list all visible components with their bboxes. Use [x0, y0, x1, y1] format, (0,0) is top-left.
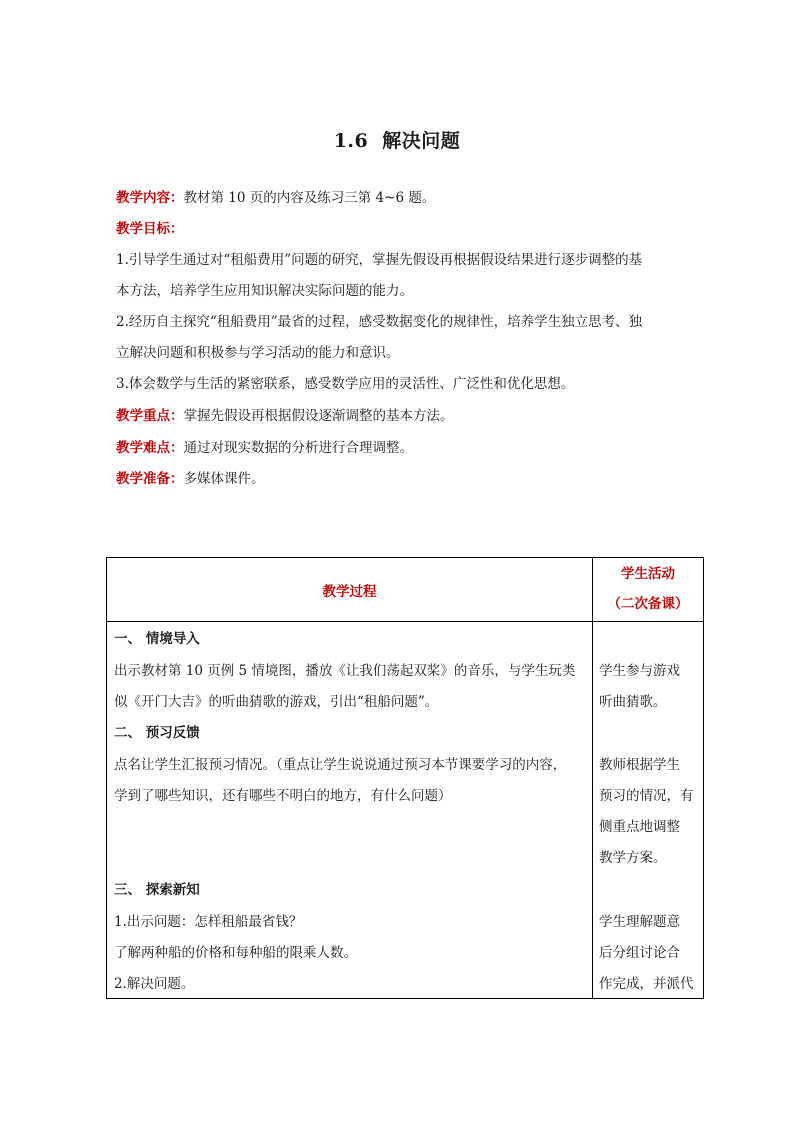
- process-line: 2.解决问题。: [114, 976, 195, 992]
- process-main-cell: [107, 622, 593, 999]
- header-student-activity: [593, 558, 704, 622]
- teaching-content: [116, 188, 435, 208]
- process-line: 了解两种船的价格和每种船的限乘人数。: [114, 945, 357, 961]
- activity-line: 侧重点地调整: [599, 819, 680, 835]
- activity-line: 教学方案。: [599, 850, 667, 866]
- key-point-label: 教学重点：: [116, 408, 184, 424]
- process-line: 出示教材第 10 页例 5 情境图，播放《让我们荡起双桨》的音乐，与学生玩类: [114, 663, 576, 679]
- section-heading: 一、 情境导入: [114, 631, 200, 647]
- objective-line: 本方法，培养学生应用知识解决实际问题的能力。: [116, 283, 413, 299]
- teaching-objectives-label-line: [116, 219, 184, 239]
- process-line: 似《开门大吉》的听曲猜歌的游戏，引出“租船问题”。: [114, 694, 439, 710]
- header-side-line-2: （二次备课）: [607, 596, 689, 612]
- process-line: 点名让学生汇报预习情况。（重点让学生说说通过预习本节课要学习的内容，: [114, 757, 567, 773]
- activity-line: 作完成，并派代: [599, 976, 694, 992]
- header-teaching-process: 教学过程: [107, 558, 593, 622]
- header-side-line-1: 学生活动: [621, 566, 675, 582]
- student-activity-cell: [593, 622, 704, 999]
- key-point-text: 掌握先假设再根据假设逐渐调整的基本方法。: [183, 408, 454, 424]
- teaching-objectives-label: 教学目标：: [116, 221, 184, 237]
- teaching-process-table: [106, 557, 704, 999]
- teaching-content-label: 教学内容：: [116, 190, 184, 206]
- preparation-label: 教学准备：: [116, 471, 184, 487]
- activity-line: 学生参与游戏: [599, 663, 680, 679]
- activity-line: 学生理解题意: [599, 914, 680, 930]
- title-text: 解决问题: [382, 130, 461, 152]
- preparation-text: 多媒体课件。: [183, 471, 265, 487]
- process-line: 1.出示问题：怎样租船最省钱？: [114, 914, 303, 930]
- section-heading: 二、 预习反馈: [114, 725, 200, 741]
- objective-line: 3.体会数学与生活的紧密联系，感受数学应用的灵活性、广泛性和优化思想。: [116, 376, 575, 392]
- activity-line: 听曲猜歌。: [599, 694, 667, 710]
- activity-line: 预习的情况，有: [599, 788, 694, 804]
- process-line: 学到了哪些知识，还有哪些不明白的地方，有什么问题）: [114, 788, 452, 804]
- difficulty-label: 教学难点：: [116, 440, 184, 456]
- objective-line: 1.引导学生通过对“租船费用”问题的研究，掌握先假设再根据假设结果进行逐步调整的基: [116, 252, 643, 268]
- difficulty-text: 通过对现实数据的分析进行合理调整。: [183, 440, 413, 456]
- activity-line: 教师根据学生: [599, 757, 680, 773]
- page-title: [0, 126, 794, 153]
- objective-line: 2.经历自主探究“租船费用”最省的过程，感受数据变化的规律性，培养学生独立思考、独: [116, 314, 643, 330]
- difficulty: [116, 438, 413, 458]
- preparation: [116, 469, 265, 489]
- teaching-content-text: 教材第 10 页的内容及练习三第 4~6 题。: [183, 190, 436, 206]
- objective-line: 立解决问题和积极参与学习活动的能力和意识。: [116, 345, 400, 361]
- key-point: [116, 406, 454, 426]
- section-heading: 三、 探索新知: [114, 882, 200, 898]
- title-number: 1.6: [333, 130, 369, 152]
- activity-line: 后分组讨论合: [599, 945, 680, 961]
